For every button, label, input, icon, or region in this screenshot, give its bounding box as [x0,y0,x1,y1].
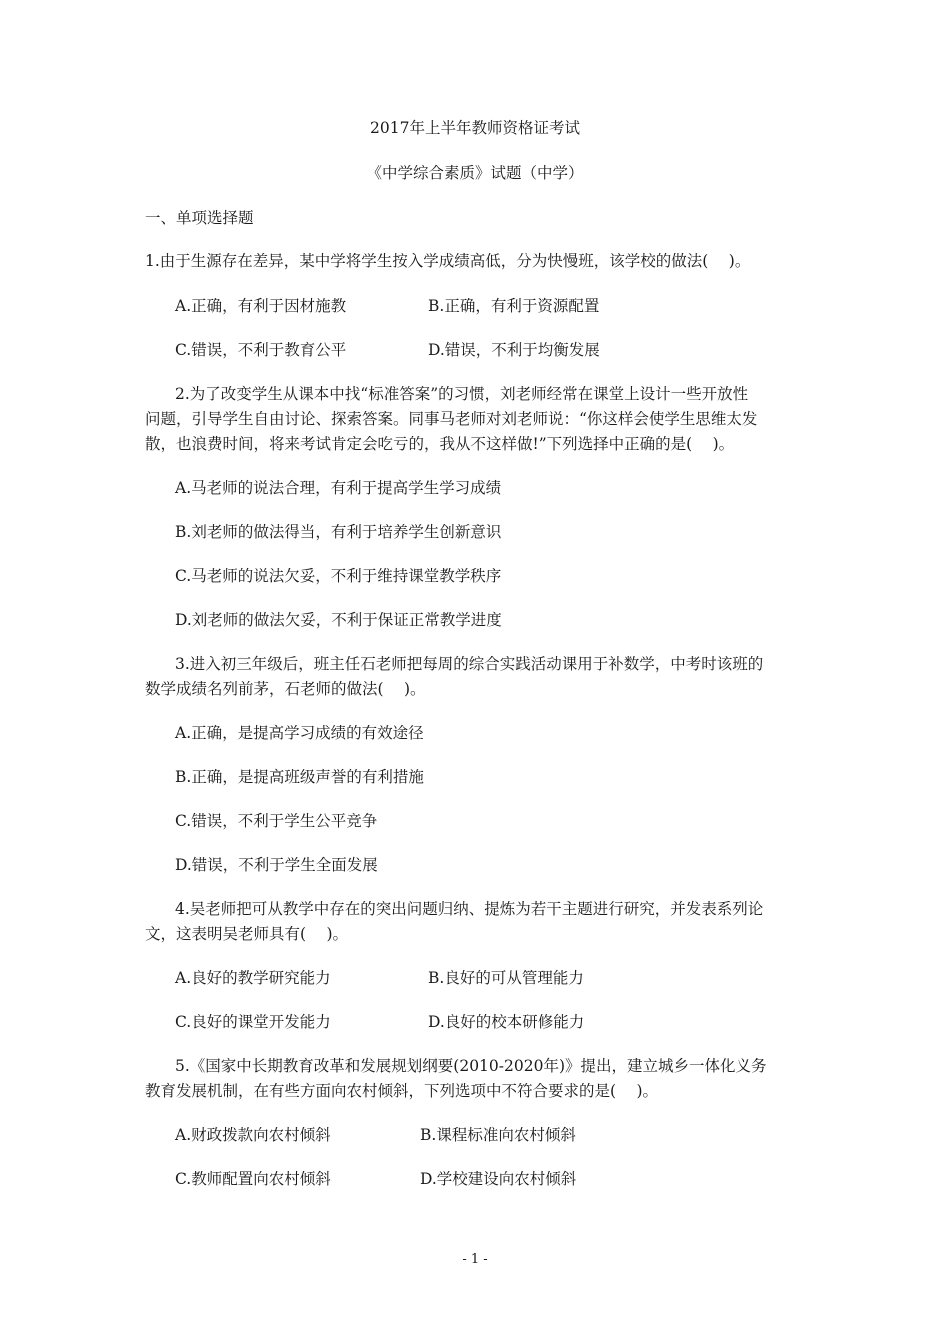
option-a: A.正确，有利于因材施教 [175,297,347,315]
question-stem-line-2: 文，这表明吴老师具有( )。 [145,925,349,943]
option-a: A.正确，是提高学习成绩的有效途径 [175,724,424,742]
exam-title: 2017年上半年教师资格证考试 [370,119,580,137]
option-c: C.良好的课堂开发能力 [175,1013,331,1031]
question-stem-line-2: 问题，引导学生自由讨论、探索答案。同事马老师对刘老师说：“你这样会使学生思维太发 [145,410,758,428]
option-d: D.良好的校本研修能力 [428,1013,585,1031]
option-d: D.错误，不利于均衡发展 [428,341,600,359]
option-a: A.财政拨款向农村倾斜 [175,1126,331,1144]
option-b: B.刘老师的做法得当，有利于培养学生创新意识 [175,523,502,541]
option-c: C.错误，不利于学生公平竞争 [175,812,378,830]
option-a: A.良好的教学研究能力 [175,969,331,987]
question-stem-line-1: 2.为了改变学生从课本中找“标准答案”的习惯，刘老师经常在课堂上设计一些开放性 [175,385,749,403]
option-b: B.正确，有利于资源配置 [428,297,600,315]
option-d: D.刘老师的做法欠妥，不利于保证正常教学进度 [175,611,502,629]
option-d: D.学校建设向农村倾斜 [420,1170,577,1188]
question-stem-line-1: 4.吴老师把可从教学中存在的突出问题归纳、提炼为若干主题进行研究，并发表系列论 [175,900,764,918]
option-a: A.马老师的说法合理，有利于提高学生学习成绩 [175,479,502,497]
question-stem-line-3: 散，也浪费时间，将来考试肯定会吃亏的，我从不这样做!”下列选择中正确的是( )。 [145,435,735,453]
question-stem-line-2: 数学成绩名列前茅，石老师的做法( )。 [145,680,426,698]
option-c: C.错误，不利于教育公平 [175,341,347,359]
option-d: D.错误，不利于学生全面发展 [175,856,378,874]
question-stem-line-1: 3.进入初三年级后，班主任石老师把每周的综合实践活动课用于补数学，中考时该班的 [175,655,764,673]
page-number: - 1 - [462,1252,488,1267]
section-heading: 一、单项选择题 [145,209,254,227]
option-b: B.课程标准向农村倾斜 [420,1126,576,1144]
option-c: C.教师配置向农村倾斜 [175,1170,331,1188]
option-b: B.良好的可从管理能力 [428,969,584,987]
option-c: C.马老师的说法欠妥，不利于维持课堂教学秩序 [175,567,502,585]
question-stem-line-1: 5.《国家中长期教育改革和发展规划纲要(2010-2020年)》提出，建立城乡一体化义务 [175,1057,767,1075]
question-stem: 1.由于生源存在差异，某中学将学生按入学成绩高低，分为快慢班，该学校的做法( )。 [145,252,751,270]
option-b: B.正确，是提高班级声誉的有利措施 [175,768,424,786]
exam-subtitle: 《中学综合素质》试题（中学） [366,164,584,182]
question-stem-line-2: 教育发展机制，在有些方面向农村倾斜，下列选项中不符合要求的是( )。 [145,1082,659,1100]
